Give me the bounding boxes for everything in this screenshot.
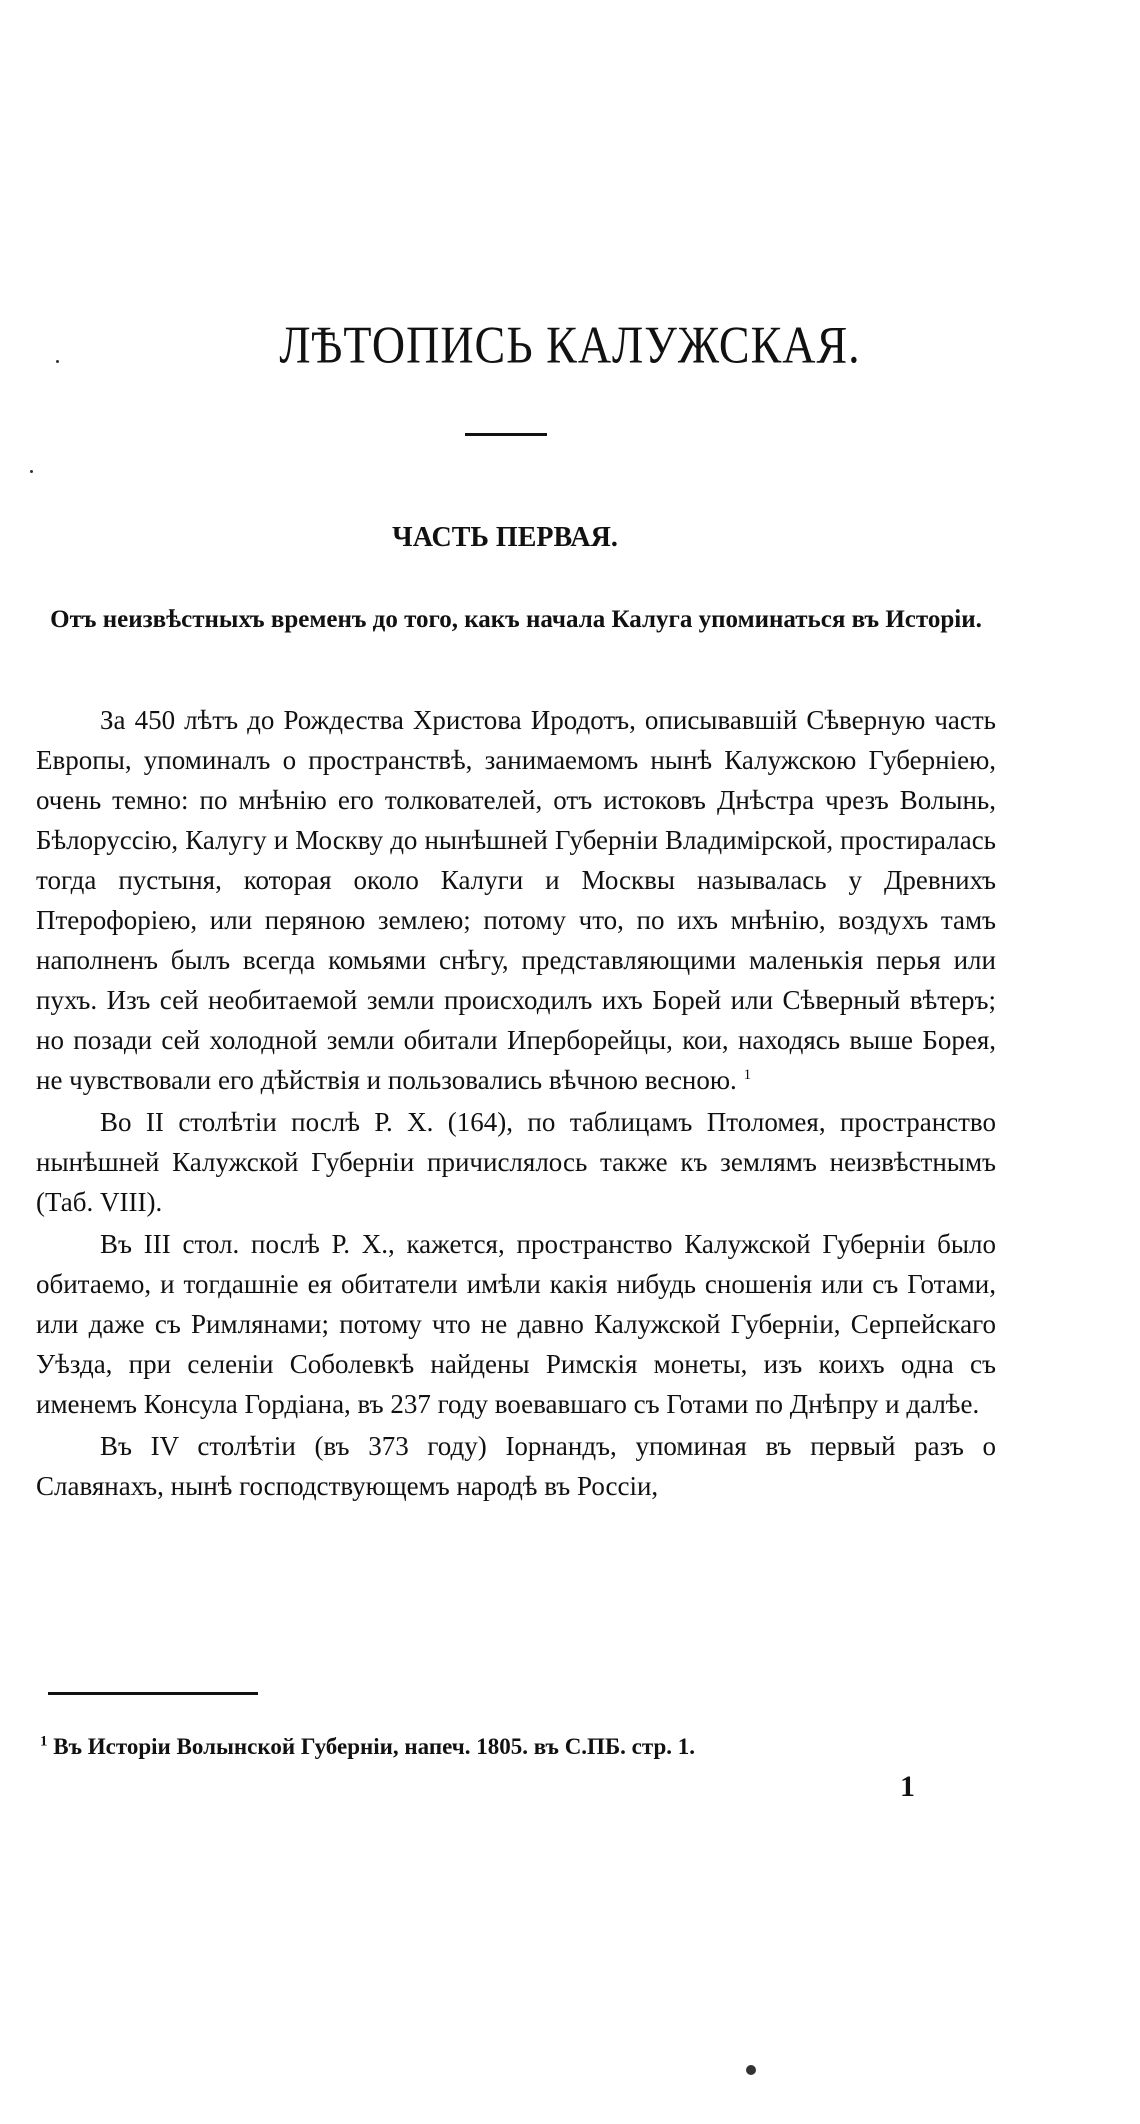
title-divider — [465, 433, 547, 436]
paragraph: Въ IV столѣтіи (въ 373 году) Іорнандъ, упоминая въ первый разъ о Славянахъ, нынѣ господствующемъ народѣ въ Россіи, — [36, 1431, 996, 1501]
print-speck — [30, 470, 33, 473]
footnote — [40, 1734, 940, 1760]
print-speck — [746, 2065, 756, 2075]
footnote-marker: 1 — [40, 1733, 48, 1750]
paragraph: Въ III стол. послѣ Р. Х., кажется, пространство Калужской Губерніи было обитаемо, и тогдашніе ея обитатели имѣли какія нибудь сношенія или съ Готами, или даже съ Римлянами; потому что не давно Калужской Губерніи, Серпейскаго Уѣзда, при селеніи Соболевкѣ найдены Римскія монеты, изъ коихъ одна съ именемъ Консула Гордіана, въ 237 году воевавшаго съ Готами по Днѣпру и далѣе. — [36, 1229, 996, 1419]
part-heading: ЧАСТЬ ПЕРВАЯ. — [392, 522, 618, 553]
footnote-text: Въ Исторіи Волынской Губерніи, напеч. 1805. въ С.ПБ. стр. 1. — [53, 1734, 695, 1759]
footnote-reference: 1 — [743, 1067, 752, 1083]
footnote-divider — [48, 1692, 258, 1695]
chapter-subtitle: Отъ неизвѣстныхъ временъ до того, какъ начала Калуга упоминаться въ Исторіи. — [50, 606, 982, 633]
page-title: ЛѢТОПИСЬ КАЛУЖСКАЯ. — [279, 315, 861, 374]
page-number: 1 — [900, 1770, 915, 1803]
paragraph: За 450 лѣтъ до Рождества Христова Иродотъ, описывавшій Сѣверную часть Европы, упоминалъ о пространствѣ, занимаемомъ нынѣ Калужскою Губерніею, очень темно: по мнѣнію его толкователей, отъ истоковъ Днѣстра чрезъ Волынь, Бѣлоруссію, Калугу и Москву до нынѣшней Губерніи Владимірской, простиралась тогда пустыня, которая около Калуги и Москвы называлась у Древнихъ Птерофоріею, или перяною землею; потому что, по ихъ мнѣнію, воздухъ тамъ наполненъ былъ всегда комьями снѣгу, представляющими маленькія перья или пухъ. Изъ сей необитаемой земли происходилъ ихъ Борей или Сѣверный вѣтеръ; но позади сей холодной земли обитали Иперборейцы, кои, находясь выше Борея, не чувствовали его дѣйствія и пользовались вѣчною весною. $^1$ — [36, 705, 996, 1095]
print-speck — [56, 360, 59, 363]
body-text — [36, 700, 996, 1508]
paragraph: Во II столѣтіи послѣ Р. Х. (164), по таблицамъ Птоломея, пространство нынѣшней Калужской Губерніи причислялось также къ землямъ неизвѣстнымъ (Таб. VIII). — [36, 1107, 996, 1217]
